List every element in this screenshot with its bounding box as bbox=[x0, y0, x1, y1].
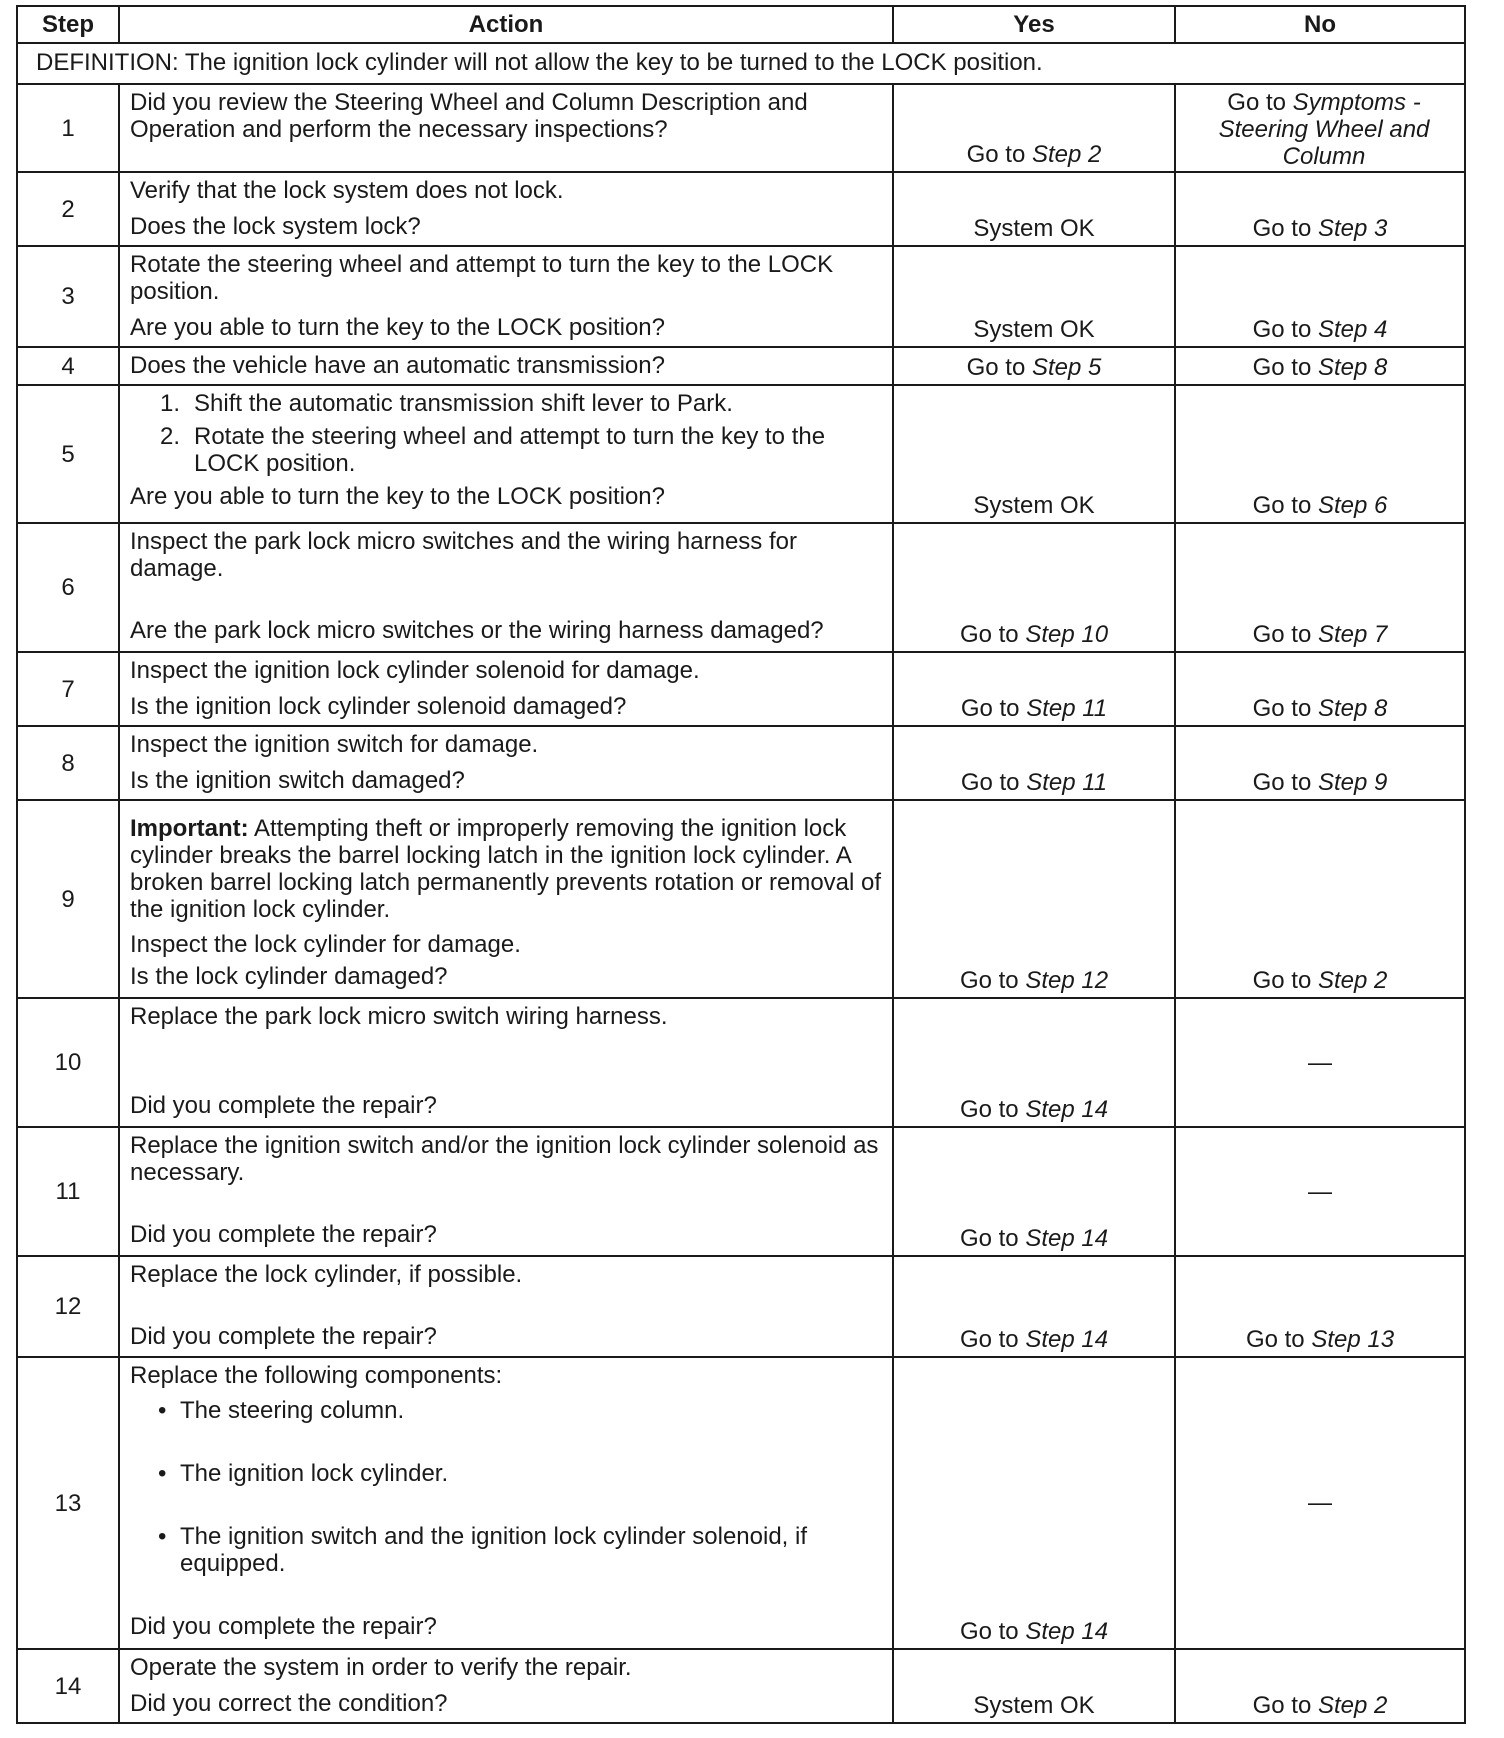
list-item bbox=[160, 390, 882, 417]
goto-target: Step 13 bbox=[1311, 1326, 1395, 1353]
table-row bbox=[17, 523, 1465, 652]
step-number: 10 bbox=[17, 998, 119, 1127]
goto-target: Step 14 bbox=[1025, 1096, 1109, 1123]
goto-target: Step 8 bbox=[1317, 354, 1388, 381]
no-result-dash: — bbox=[1308, 1049, 1332, 1076]
yes-cell bbox=[893, 246, 1175, 347]
action-question: Are the park lock micro switches or the wiring harness damaged? bbox=[130, 617, 824, 644]
yes-result bbox=[894, 769, 1174, 796]
action-cell bbox=[119, 652, 893, 726]
yes-result bbox=[894, 621, 1174, 648]
yes-cell bbox=[893, 385, 1175, 523]
substep-text: Rotate the steering wheel and attempt to turn the key to the LOCK position. bbox=[194, 423, 826, 477]
action-question: Are you able to turn the key to the LOCK position? bbox=[130, 483, 665, 510]
yes-result bbox=[894, 1618, 1174, 1645]
goto-target: Symptoms - Steering Wheel and Column bbox=[1218, 89, 1430, 170]
substep-number: 1. bbox=[160, 390, 181, 417]
action-text: Replace the park lock micro switch wiring harness. bbox=[130, 1003, 668, 1030]
action-question: Did you complete the repair? bbox=[130, 1092, 437, 1119]
goto-target: Step 7 bbox=[1317, 621, 1388, 648]
yes-result bbox=[894, 695, 1174, 722]
goto-prefix: Go to bbox=[959, 1225, 1019, 1252]
step-number: 1 bbox=[17, 84, 119, 172]
table-row bbox=[17, 347, 1465, 385]
goto-target: Step 2 bbox=[1317, 1692, 1388, 1719]
action-cell bbox=[119, 523, 893, 652]
action-text: Replace the lock cylinder, if possible. bbox=[130, 1261, 523, 1288]
important-note bbox=[130, 815, 882, 923]
goto-prefix: Go to bbox=[959, 1096, 1019, 1123]
yes-result: System OK bbox=[973, 492, 1095, 519]
goto-target: Step 11 bbox=[1026, 695, 1108, 722]
goto-prefix: Go to bbox=[1252, 354, 1312, 381]
table-row bbox=[17, 1127, 1465, 1256]
no-cell bbox=[1175, 1256, 1465, 1357]
goto-target: Step 14 bbox=[1025, 1618, 1109, 1645]
diagnostic-table bbox=[16, 5, 1466, 1724]
yes-result: System OK bbox=[973, 1692, 1095, 1719]
goto-prefix: Go to bbox=[959, 1326, 1019, 1353]
list-item bbox=[158, 1460, 882, 1487]
step-number: 2 bbox=[17, 172, 119, 246]
goto-prefix: Go to bbox=[1227, 89, 1286, 116]
yes-cell bbox=[893, 800, 1175, 998]
table-row bbox=[17, 84, 1465, 172]
definition-text: DEFINITION: The ignition lock cylinder will not allow the key to be turned to the LOCK position. bbox=[17, 43, 1465, 84]
goto-target: Step 5 bbox=[1031, 354, 1102, 381]
step-number: 6 bbox=[17, 523, 119, 652]
action-cell bbox=[119, 84, 893, 172]
goto-prefix: Go to bbox=[960, 769, 1020, 796]
no-result bbox=[1176, 1326, 1464, 1353]
step-number: 5 bbox=[17, 385, 119, 523]
action-text: Replace the ignition switch and/or the ignition lock cylinder solenoid as necessary. bbox=[130, 1132, 879, 1186]
no-cell bbox=[1175, 385, 1465, 523]
no-result bbox=[1176, 215, 1464, 242]
yes-result: System OK bbox=[973, 215, 1095, 242]
step-number: 13 bbox=[17, 1357, 119, 1649]
step-number: 3 bbox=[17, 246, 119, 347]
no-cell bbox=[1175, 84, 1465, 172]
action-text: Inspect the park lock micro switches and the wiring harness for damage. bbox=[130, 528, 797, 582]
yes-result: System OK bbox=[973, 316, 1095, 343]
step-number: 14 bbox=[17, 1649, 119, 1723]
yes-cell bbox=[893, 523, 1175, 652]
table-row bbox=[17, 385, 1465, 523]
action-text: Rotate the steering wheel and attempt to turn the key to the LOCK position. bbox=[130, 251, 834, 305]
yes-result bbox=[894, 141, 1174, 168]
goto-prefix: Go to bbox=[966, 354, 1026, 381]
list-item bbox=[158, 1397, 882, 1424]
no-cell bbox=[1175, 523, 1465, 652]
goto-target: Step 9 bbox=[1317, 769, 1388, 796]
action-cell bbox=[119, 1357, 893, 1649]
yes-cell bbox=[893, 172, 1175, 246]
yes-cell bbox=[893, 1256, 1175, 1357]
step-number: 11 bbox=[17, 1127, 119, 1256]
no-result bbox=[1194, 89, 1454, 170]
yes-cell bbox=[893, 726, 1175, 800]
action-question: Are you able to turn the key to the LOCK position? bbox=[130, 314, 665, 341]
goto-target: Step 6 bbox=[1317, 492, 1388, 519]
action-question: Did you correct the condition? bbox=[130, 1690, 448, 1717]
action-question: Did you complete the repair? bbox=[130, 1221, 437, 1248]
list-item bbox=[158, 1523, 882, 1577]
action-question: Is the lock cylinder damaged? bbox=[130, 963, 448, 990]
no-cell bbox=[1175, 726, 1465, 800]
goto-target: Step 2 bbox=[1031, 141, 1102, 168]
table-row bbox=[17, 726, 1465, 800]
goto-prefix: Go to bbox=[1252, 215, 1312, 242]
no-result bbox=[1176, 967, 1464, 994]
yes-result bbox=[894, 1225, 1174, 1252]
goto-prefix: Go to bbox=[1252, 1692, 1312, 1719]
yes-result bbox=[894, 967, 1174, 994]
bullet-text: The steering column. bbox=[180, 1397, 405, 1424]
goto-target: Step 3 bbox=[1317, 215, 1388, 242]
component-list bbox=[130, 1397, 882, 1577]
header-yes: Yes bbox=[893, 6, 1175, 43]
goto-target: Step 14 bbox=[1025, 1326, 1109, 1353]
action-text: Inspect the lock cylinder for damage. bbox=[130, 931, 521, 958]
goto-prefix: Go to bbox=[1245, 1326, 1305, 1353]
bullet-icon: • bbox=[158, 1397, 167, 1424]
yes-cell bbox=[893, 84, 1175, 172]
table-row bbox=[17, 1357, 1465, 1649]
no-result bbox=[1176, 316, 1464, 343]
goto-prefix: Go to bbox=[1252, 967, 1312, 994]
goto-prefix: Go to bbox=[1252, 316, 1312, 343]
no-cell bbox=[1175, 1649, 1465, 1723]
table-row bbox=[17, 1649, 1465, 1723]
yes-result bbox=[894, 354, 1174, 381]
no-cell bbox=[1175, 347, 1465, 385]
no-cell bbox=[1175, 998, 1465, 1127]
yes-cell bbox=[893, 652, 1175, 726]
no-cell bbox=[1175, 246, 1465, 347]
step-number: 12 bbox=[17, 1256, 119, 1357]
action-question: Does the lock system lock? bbox=[130, 213, 421, 240]
table-row bbox=[17, 1256, 1465, 1357]
yes-cell bbox=[893, 1649, 1175, 1723]
table-row bbox=[17, 998, 1465, 1127]
action-question: Does the vehicle have an automatic transmission? bbox=[130, 352, 665, 379]
yes-result bbox=[894, 1326, 1174, 1353]
no-cell bbox=[1175, 1127, 1465, 1256]
substep-list bbox=[130, 390, 882, 477]
header-action: Action bbox=[119, 6, 893, 43]
action-cell bbox=[119, 1649, 893, 1723]
no-result-dash: — bbox=[1308, 1178, 1332, 1205]
step-number: 7 bbox=[17, 652, 119, 726]
goto-prefix: Go to bbox=[959, 621, 1019, 648]
action-text: Operate the system in order to verify the repair. bbox=[130, 1654, 632, 1681]
bullet-icon: • bbox=[158, 1523, 167, 1550]
action-cell bbox=[119, 385, 893, 523]
goto-target: Step 2 bbox=[1317, 967, 1388, 994]
goto-target: Step 12 bbox=[1025, 967, 1109, 994]
no-cell bbox=[1175, 1357, 1465, 1649]
goto-target: Step 8 bbox=[1317, 695, 1388, 722]
bullet-text: The ignition switch and the ignition lock cylinder solenoid, if equipped. bbox=[180, 1523, 808, 1577]
table-row bbox=[17, 800, 1465, 998]
no-result bbox=[1176, 1692, 1464, 1719]
action-text: Inspect the ignition switch for damage. bbox=[130, 731, 539, 758]
goto-target: Step 10 bbox=[1025, 621, 1109, 648]
table-row bbox=[17, 246, 1465, 347]
goto-target: Step 14 bbox=[1025, 1225, 1109, 1252]
important-label: Important: bbox=[130, 815, 249, 842]
yes-result bbox=[894, 1096, 1174, 1123]
no-cell bbox=[1175, 172, 1465, 246]
goto-prefix: Go to bbox=[960, 695, 1020, 722]
action-text: Did you review the Steering Wheel and Column Description and Operation and perform the necessary inspections? bbox=[130, 89, 808, 143]
no-result bbox=[1176, 769, 1464, 796]
goto-prefix: Go to bbox=[1252, 621, 1312, 648]
action-text: Verify that the lock system does not lock. bbox=[130, 177, 564, 204]
action-question: Did you complete the repair? bbox=[130, 1323, 437, 1350]
substep-text: Shift the automatic transmission shift lever to Park. bbox=[194, 390, 733, 417]
action-cell bbox=[119, 998, 893, 1127]
step-number: 4 bbox=[17, 347, 119, 385]
goto-prefix: Go to bbox=[1252, 695, 1312, 722]
important-text: Attempting theft or improperly removing the ignition lock cylinder breaks the barrel locking latch in the ignition lock cylinder. A broken barrel locking latch permanently prevents rotation or removal of the ignition lock cylinder. bbox=[130, 815, 882, 923]
table-row bbox=[17, 652, 1465, 726]
goto-prefix: Go to bbox=[959, 967, 1019, 994]
no-result bbox=[1176, 354, 1464, 381]
action-question: Did you complete the repair? bbox=[130, 1613, 437, 1640]
goto-target: Step 11 bbox=[1026, 769, 1108, 796]
yes-cell bbox=[893, 347, 1175, 385]
action-cell bbox=[119, 246, 893, 347]
no-cell bbox=[1175, 652, 1465, 726]
no-result bbox=[1176, 492, 1464, 519]
action-cell bbox=[119, 1256, 893, 1357]
definition-row bbox=[17, 43, 1465, 84]
no-result bbox=[1176, 695, 1464, 722]
header-step: Step bbox=[17, 6, 119, 43]
goto-prefix: Go to bbox=[966, 141, 1026, 168]
yes-cell bbox=[893, 998, 1175, 1127]
substep-number: 2. bbox=[160, 423, 181, 450]
step-number: 8 bbox=[17, 726, 119, 800]
no-result-dash: — bbox=[1308, 1489, 1332, 1517]
bullet-icon: • bbox=[158, 1460, 167, 1487]
action-cell bbox=[119, 1127, 893, 1256]
action-cell bbox=[119, 347, 893, 385]
action-cell bbox=[119, 800, 893, 998]
table-row bbox=[17, 172, 1465, 246]
action-text: Replace the following components: bbox=[130, 1362, 503, 1389]
no-cell bbox=[1175, 800, 1465, 998]
list-item bbox=[160, 423, 882, 477]
header-no: No bbox=[1175, 6, 1465, 43]
goto-prefix: Go to bbox=[1252, 492, 1312, 519]
step-number: 9 bbox=[17, 800, 119, 998]
action-text: Inspect the ignition lock cylinder solenoid for damage. bbox=[130, 657, 700, 684]
bullet-text: The ignition lock cylinder. bbox=[180, 1460, 449, 1487]
action-cell bbox=[119, 172, 893, 246]
no-result bbox=[1176, 621, 1464, 648]
action-cell bbox=[119, 726, 893, 800]
header-row bbox=[17, 6, 1465, 43]
action-question: Is the ignition switch damaged? bbox=[130, 767, 465, 794]
yes-cell bbox=[893, 1127, 1175, 1256]
action-question: Is the ignition lock cylinder solenoid damaged? bbox=[130, 693, 627, 720]
goto-prefix: Go to bbox=[959, 1618, 1019, 1645]
goto-target: Step 4 bbox=[1317, 316, 1388, 343]
yes-cell bbox=[893, 1357, 1175, 1649]
goto-prefix: Go to bbox=[1252, 769, 1312, 796]
